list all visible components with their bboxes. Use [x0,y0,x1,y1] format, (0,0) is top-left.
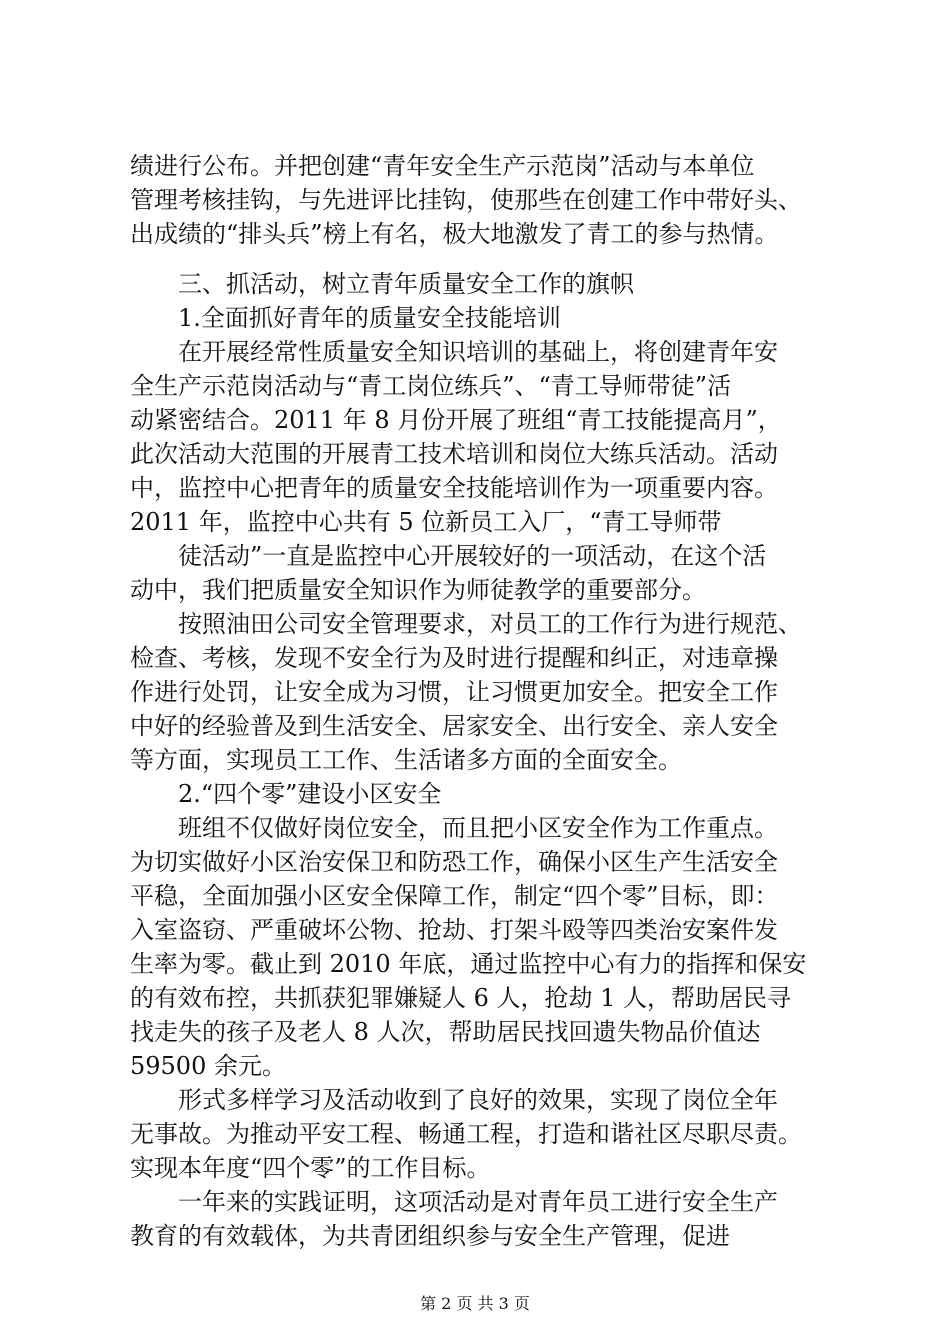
paragraph-line: 无事故。为推动平安工程、畅通工程，打造和谐社区尽职尽责。 [130,1120,802,1148]
paragraph-line: 2011 年，监控中心共有 5 位新员工入厂，“青工导师带 [130,508,722,536]
paragraph-line: 一年来的实践证明，这项活动是对青年员工进行安全生产 [178,1188,778,1216]
paragraph-line: 作进行处罚，让安全成为习惯，让习惯更加安全。把安全工作 [130,678,778,706]
paragraph-line: 为切实做好小区治安保卫和防恐工作，确保小区生产生活安全 [130,848,778,876]
paragraph-line: 等方面，实现员工工作、生活诸多方面的全面安全。 [130,746,682,774]
paragraph-line: 找走失的孩子及老人 8 人次，帮助居民找回遗失物品价值达 [130,1018,761,1046]
paragraph-line: 管理考核挂钩，与先进评比挂钩，使那些在创建工作中带好头、 [130,186,802,214]
paragraph-line: 教育的有效载体，为共青团组织参与安全生产管理，促进 [130,1222,730,1250]
paragraph-line: 全生产示范岗活动与“青工岗位练兵”、“青工导师带徒”活 [130,372,732,400]
paragraph-line: 检查、考核，发现不安全行为及时进行提醒和纠正，对违章操 [130,644,778,672]
paragraph-line: 实现本年度“四个零”的工作目标。 [130,1154,491,1182]
paragraph-line: 动紧密结合。2011 年 8 月份开展了班组“青工技能提高月”， [130,406,782,434]
paragraph-line: 平稳，全面加强小区安全保障工作，制定“四个零”目标，即： [130,882,779,910]
page-number-footer: 第 2 页 共 3 页 [420,1294,530,1313]
paragraph-line: 59500 余元。 [130,1052,286,1080]
paragraph-line: 的有效布控，共抓获犯罪嫌疑人 6 人，抢劫 1 人，帮助居民寻 [130,984,792,1012]
paragraph-line: 在开展经常性质量安全知识培训的基础上，将创建青年安 [178,338,778,366]
paragraph-line: 出成绩的“排头兵”榜上有名，极大地激发了青工的参与热情。 [130,220,779,248]
subsection-heading: 1.全面抓好青年的质量安全技能培训 [178,304,561,332]
paragraph-line: 生率为零。截止到 2010 年底，通过监控中心有力的指挥和保安 [130,950,807,978]
paragraph-line: 绩进行公布。并把创建“青年安全生产示范岗”活动与本单位 [130,152,755,180]
section-heading: 三、抓活动，树立青年质量安全工作的旗帜 [178,270,634,298]
paragraph-line: 形式多样学习及活动收到了良好的效果，实现了岗位全年 [178,1086,778,1114]
paragraph-line: 徒活动”一直是监控中心开展较好的一项活动，在这个活 [178,542,767,570]
paragraph-line: 动中，我们把质量安全知识作为师徒教学的重要部分。 [130,576,706,604]
paragraph-line: 中，监控中心把青年的质量安全技能培训作为一项重要内容。 [130,474,778,502]
paragraph-line: 此次活动大范围的开展青工技术培训和岗位大练兵活动。活动 [130,440,778,468]
paragraph-line: 班组不仅做好岗位安全，而且把小区安全作为工作重点。 [178,814,778,842]
paragraph-line: 按照油田公司安全管理要求，对员工的工作行为进行规范、 [178,610,802,638]
subsection-heading: 2.“四个零”建设小区安全 [178,780,442,808]
paragraph-line: 中好的经验普及到生活安全、居家安全、出行安全、亲人安全 [130,712,778,740]
paragraph-line: 入室盗窃、严重破坏公物、抢劫、打架斗殴等四类治安案件发 [130,916,778,944]
